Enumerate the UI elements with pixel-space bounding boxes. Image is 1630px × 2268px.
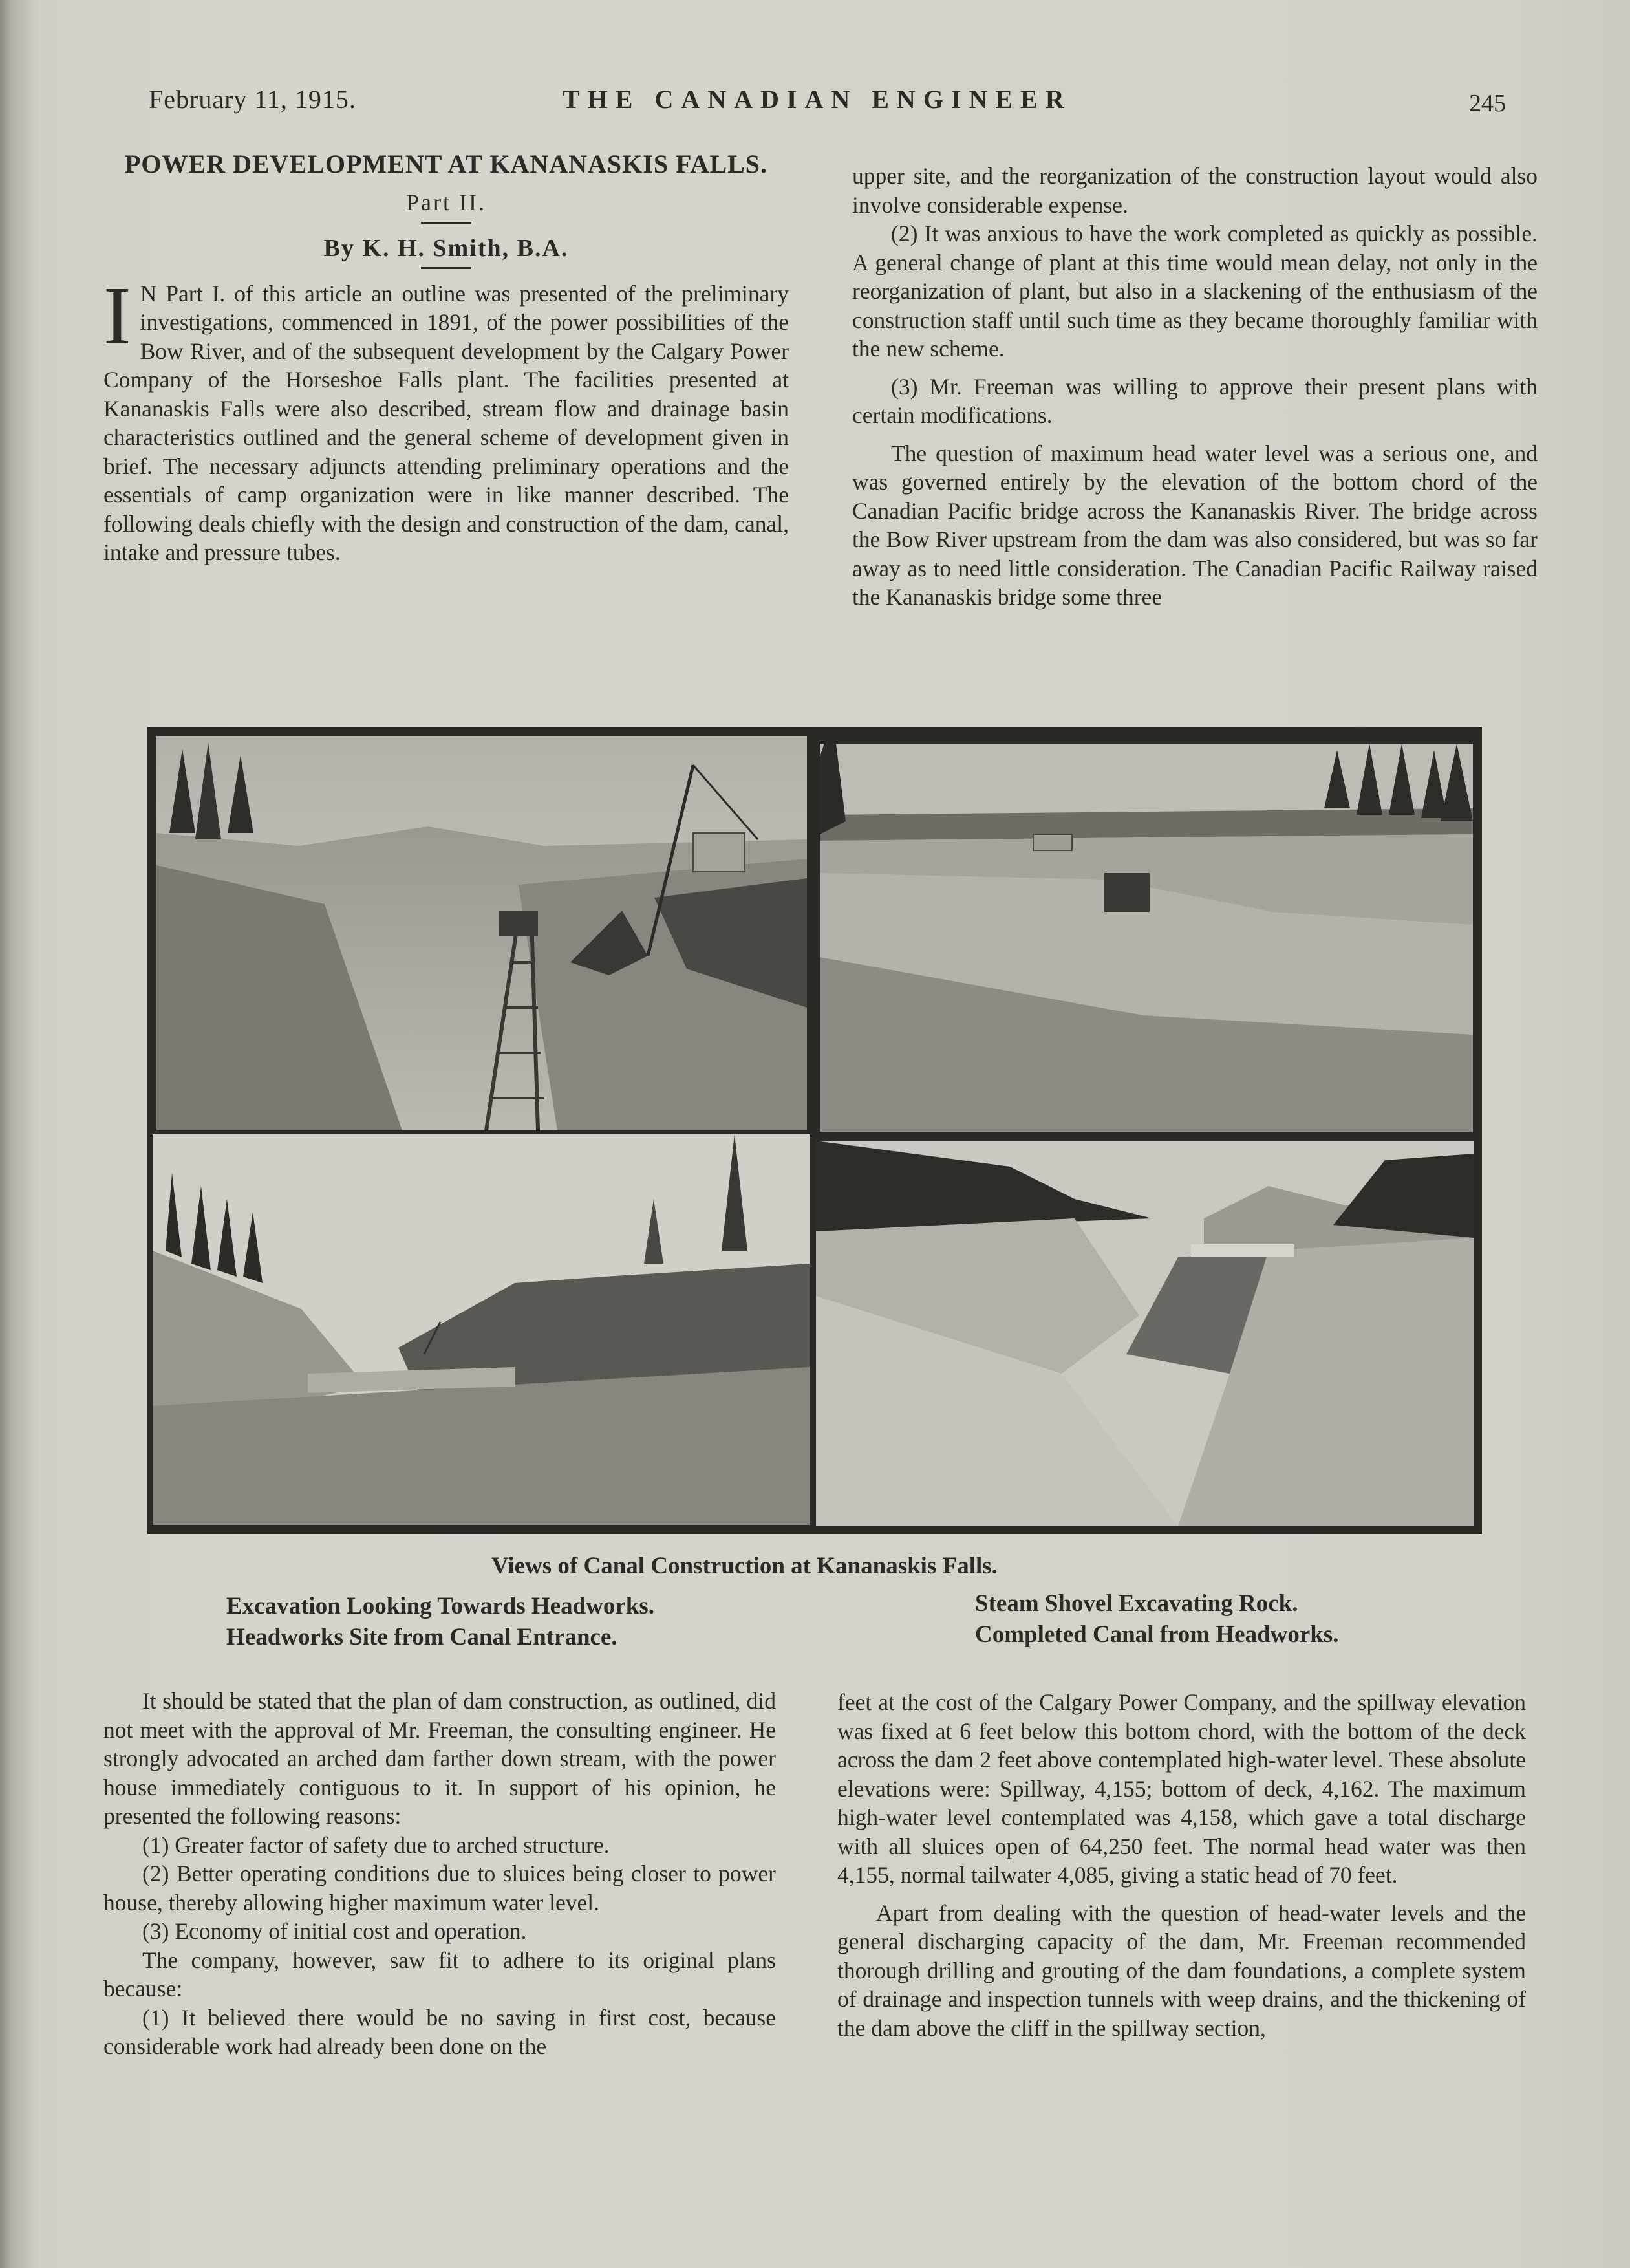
reason-item: (1) It believed there would be no saving in first cost, because considerable work had already been done on the [103,2004,776,2059]
page-header [0,84,1630,123]
article-title: POWER DEVELOPMENT AT KANANASKIS FALLS. [124,149,768,178]
caption-excavation: Excavation Looking Towards Headworks. [226,1593,655,1619]
paragraph: It should be stated that the plan of dam construction, as outlined, did not meet with the approval of Mr. Freeman, the consulting engineer. He strongly advocated an arched dam farther down stream, with the power house immediately contiguous to it. In support of his opinion, he presented the following reasons: [103,1688,776,1829]
caption-completed-canal: Completed Canal from Headworks. [975,1621,1339,1648]
right-column-bottom [837,1688,1526,2042]
article-part: Part II. [406,189,486,215]
intro-paragraph: N Part I. of this article an outline was presented of the preliminary investigations, commenced in 1891, of the power possibilities of the Bow River, and of the subsequent development by the Calgary Power Company of the Horseshoe Falls plant. The facilities presented at Kananaskis Falls were also described, stream flow and drainage basin characteristics outlined and the general scheme of development given in brief. The necessary adjuncts attending preliminary operations and the essentials of camp organization were in like manner described. The following deals chiefly with the design and construction of the dam, canal, intake and pressure tubes. [103,280,789,565]
paragraph: (2) It was anxious to have the work completed as quickly as possible. A general change of plant at this time would mean delay, not only in the reorganization of plant, but also in a slackening of the enthusiasm of the construction staff until such time as they became thoroughly familiar with the new scheme. [852,221,1538,362]
paragraph: The company, however, saw fit to adhere to its original plans because: [103,1947,776,2002]
paragraph: (3) Mr. Freeman was willing to approve their present plans with certain modifications. [852,373,1538,428]
article-author: By K. H. Smith, B.A. [323,235,569,262]
photo-excavation-towards-headworks [156,736,807,1130]
caption-headworks-site: Headworks Site from Canal Entrance. [226,1624,617,1650]
drop-cap: I [103,279,131,362]
paragraph: Apart from dealing with the question of head-water levels and the general discharging capacity of the dam, Mr. Freeman recommended thorough drilling and grouting of the dam foundations, a complete system of drainage and inspection tunnels with weep drains, and the thickening of the dam above the cliff in the spillway section, [837,1899,1526,2041]
page-number: 245 [1469,90,1506,117]
author-divider [421,267,471,269]
paragraph: feet at the cost of the Calgary Power Company, and the spillway elevation was fixed at 6 feet below this bottom chord, with the bottom of the deck across the dam 2 feet above contemplated high-water level. These absolute elevations were: Spillway, 4,155; bottom of deck, 4,162. The maximum high-water level contemplated was 4,158, which gave a total discharge with all sluices open of 64,250 feet. The normal head water was then 4,155, normal tailwater 4,085, giving a static head of 70 feet. [837,1689,1526,1888]
figure-caption-main: Views of Canal Construction at Kananaskis Falls. [491,1553,998,1579]
caption-steam-shovel: Steam Shovel Excavating Rock. [975,1590,1298,1617]
right-column-top [852,162,1538,612]
reason-item: (2) Better operating conditions due to sluices being closer to power house, thereby allowing higher maximum water level. [103,1861,776,1916]
photo-grid [147,727,1482,1534]
intro-paragraph-block [103,279,789,567]
photo-completed-canal [816,1141,1474,1526]
reason-item: (3) Economy of initial cost and operation. [142,1918,527,1944]
photo-steam-shovel-excavating [820,744,1473,1132]
left-column-bottom [103,1687,776,2061]
left-column-top [103,150,789,567]
title-divider [421,222,471,224]
paragraph: upper site, and the reorganization of the construction layout would also involve considerable expense. [852,163,1538,218]
issue-date: February 11, 1915. [149,85,356,114]
paragraph: The question of maximum head water level was a serious one, and was governed entirely by the elevation of the bottom chord of the Canadian Pacific bridge across the Kananaskis River. The bridge across the Bow River upstream from the dam was also considered, but was so far away as to need little consideration. The Canadian Pacific Railway raised the Kananaskis bridge some three [852,440,1538,610]
reason-item: (1) Greater factor of safety due to arched structure. [142,1831,610,1858]
photo-headworks-site [153,1134,810,1525]
journal-title: THE CANADIAN ENGINEER [563,85,1072,114]
